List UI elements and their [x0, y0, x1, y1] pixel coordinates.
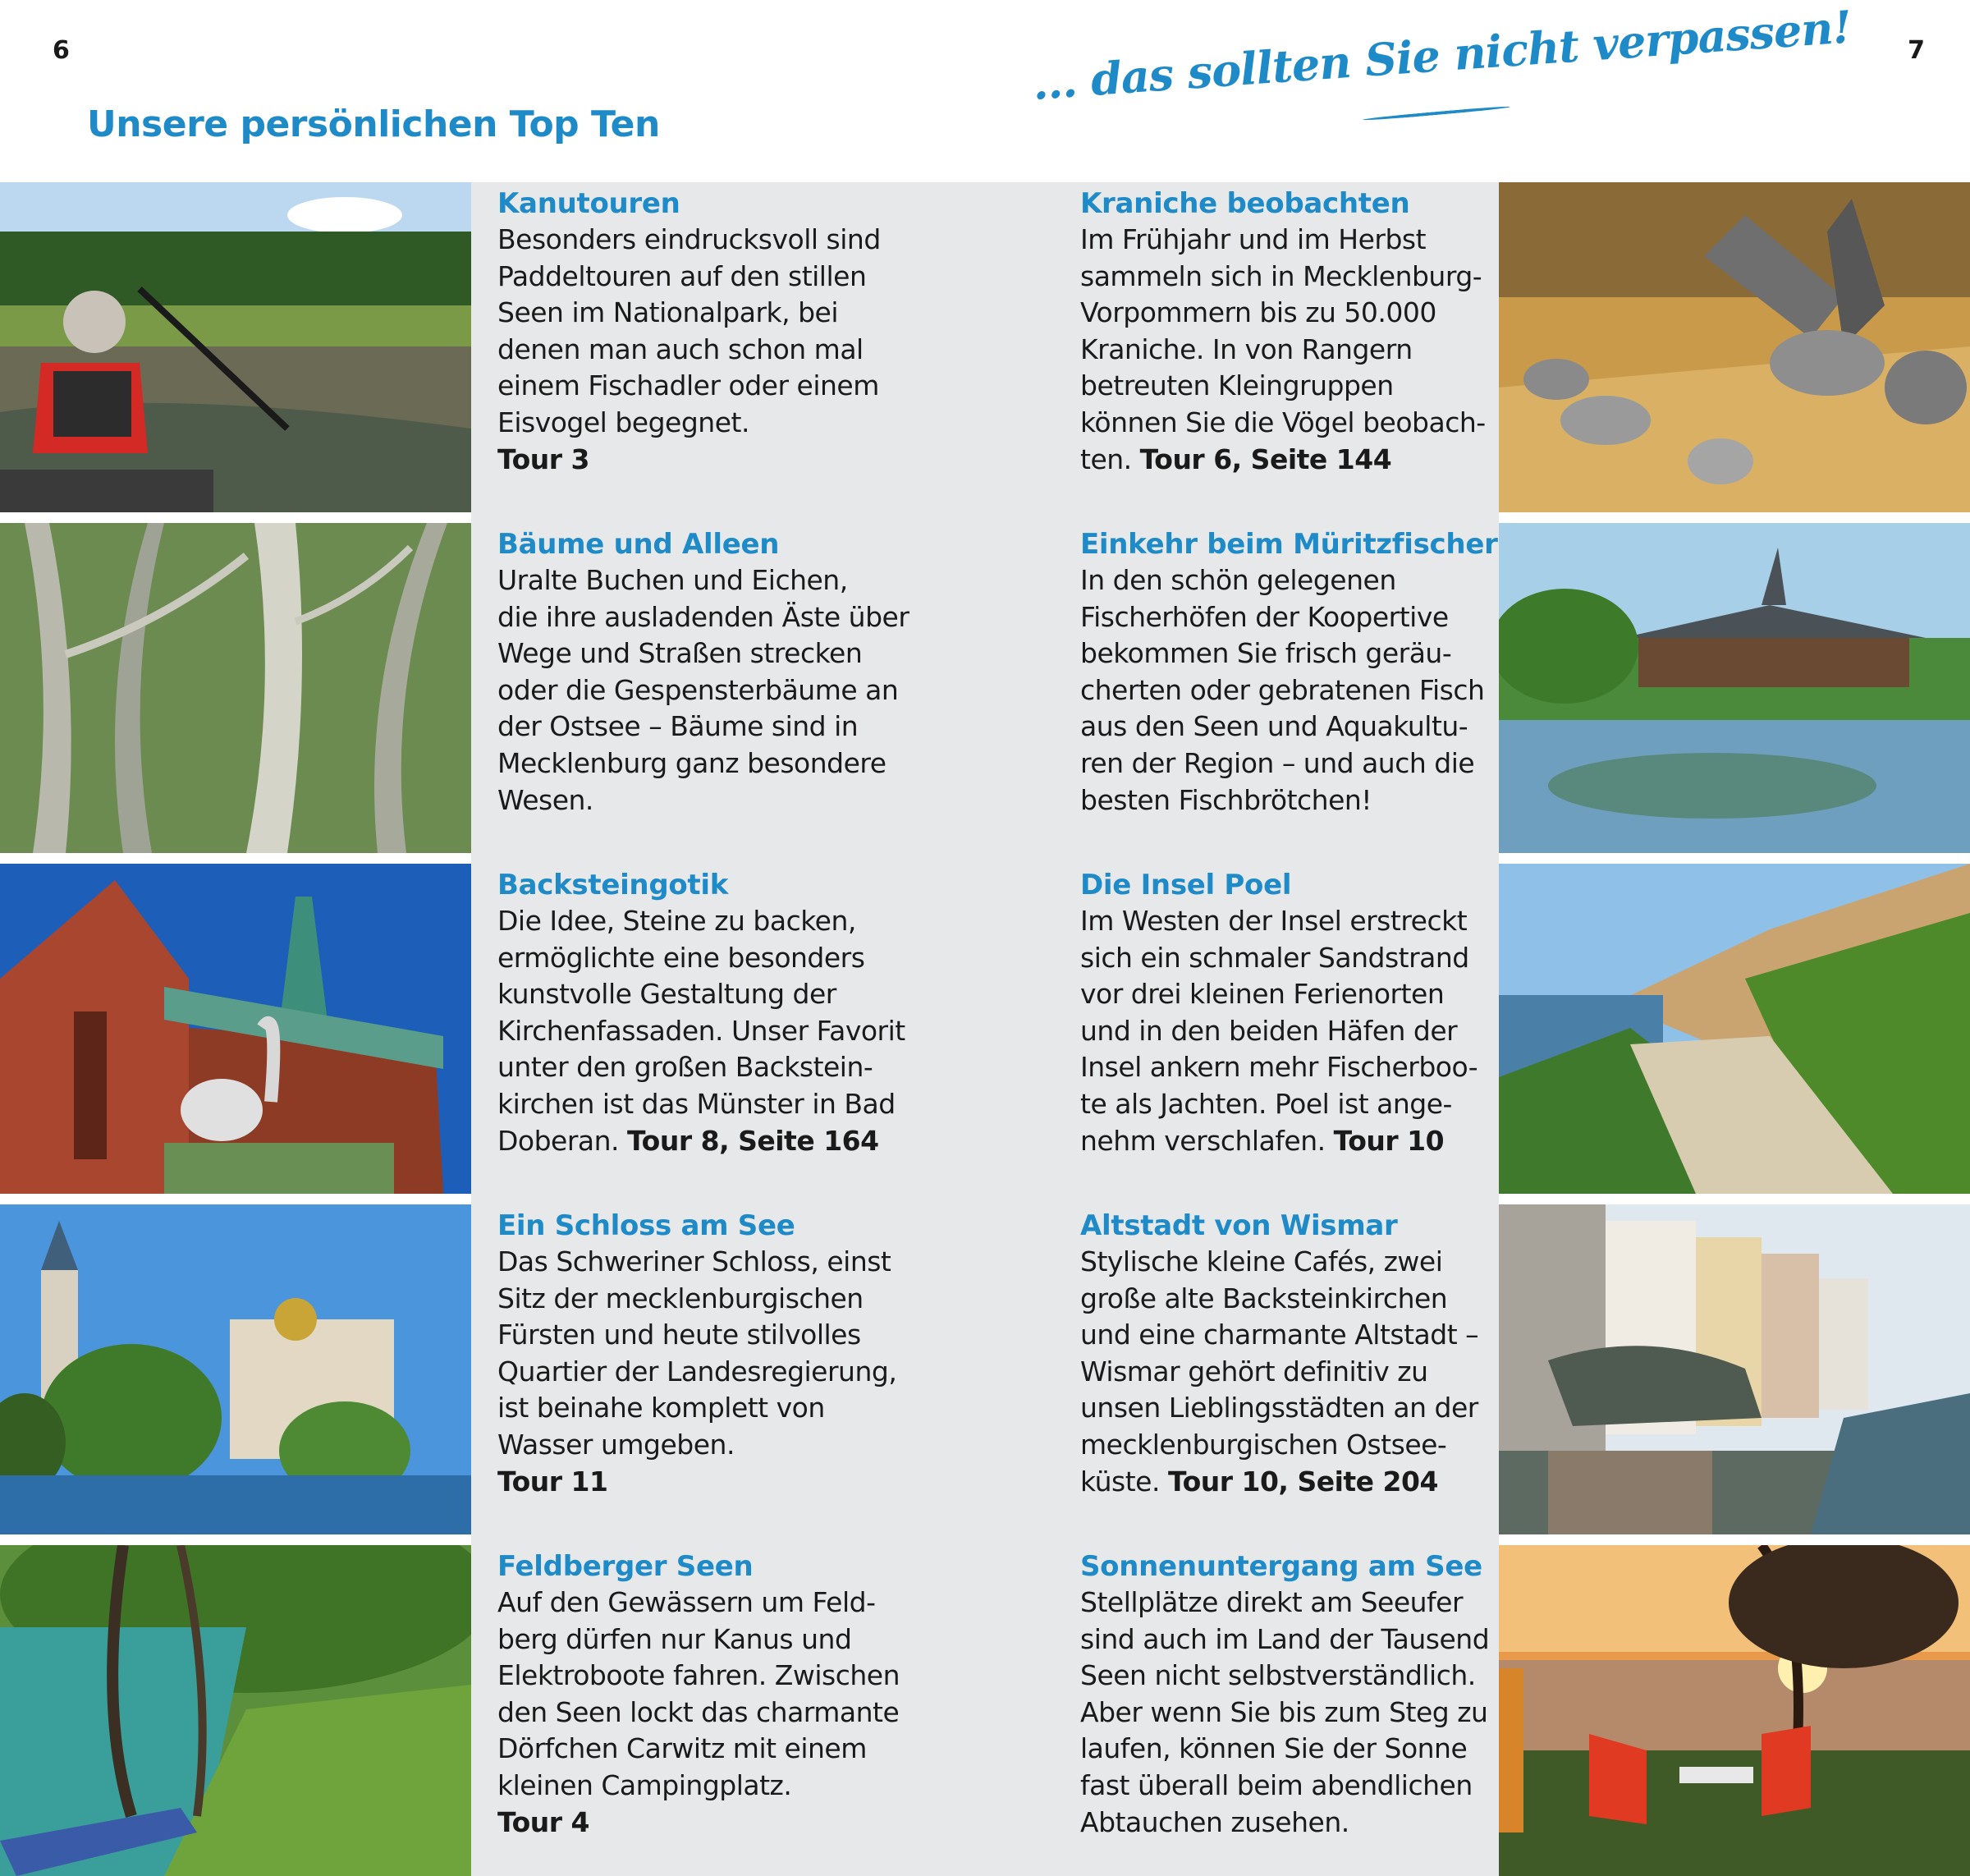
topten-item-schloss	[497, 1208, 924, 1500]
item-tour-ref: Tour 11	[497, 1465, 608, 1498]
sunset-lake-photo	[1499, 1545, 1970, 1876]
item-body: Die Idee, Steine zu backen, ermöglichte eine besonders kunstvolle Gestaltung der Kirchenfassaden. Unser Favorit unter den großen Backstein- kirchen ist das Münster in Bad Doberan.	[497, 905, 905, 1157]
item-body: Stylische kleine Cafés, zwei große alte Backsteinkirchen und eine charmante Altstadt – Wismar gehört definitiv zu unsen Lieblingsstädten an der mecklenburgischen Ostsee- küste.	[1080, 1245, 1479, 1498]
item-text	[1080, 562, 1507, 819]
item-heading: Ein Schloss am See	[497, 1209, 795, 1242]
canoe-photo	[0, 182, 471, 512]
insel-poel-photo	[1499, 864, 1970, 1194]
item-tour-ref: Tour 3	[497, 443, 590, 475]
item-text	[1080, 1244, 1507, 1500]
item-text	[1080, 1585, 1507, 1841]
topten-item-kanutouren	[497, 186, 924, 478]
item-tour-ref: Tour 10	[1333, 1124, 1445, 1157]
item-body: Auf den Gewässern um Feld- berg dürfen nur Kanus und Elektroboote fahren. Zwischen den Seen lockt das charmante Dörfchen Carwitz mit einem kleinen Campingplatz.	[497, 1586, 900, 1801]
page-title-right: ... das sollten Sie nicht verpassen!	[1030, 0, 1853, 110]
item-text	[497, 1244, 924, 1500]
topten-item-wismar	[1080, 1208, 1507, 1500]
item-heading: Feldberger Seen	[497, 1550, 754, 1583]
item-text	[497, 562, 924, 819]
item-body: Im Westen der Insel erstreckt sich ein schmaler Sandstrand vor drei kleinen Ferienorten und in den beiden Häfen der Insel ankern mehr Fischerboo- te als Jachten. Poel ist ange- nehm verschlafen.	[1080, 905, 1478, 1157]
topten-item-sonnenuntergang	[1080, 1548, 1507, 1841]
topten-item-feldberger-seen	[497, 1548, 924, 1841]
item-text	[1080, 222, 1507, 478]
page-number-left: 6	[53, 36, 70, 65]
item-body: Das Schweriner Schloss, einst Sitz der mecklenburgischen Fürsten und heute stilvolles Quartier der Landesregierung, ist beinahe komplett von Wasser umgeben.	[497, 1245, 897, 1461]
item-tour-ref: Tour 6, Seite 144	[1139, 443, 1392, 475]
item-text	[497, 1585, 924, 1841]
item-body: Stellplätze direkt am Seeufer sind auch im Land der Tausend Seen nicht selbstverständlich. Aber wenn Sie bis zum Steg zu laufen, können Sie der Sonne fast überall beim abendlichen Abtauchen zusehen.	[1080, 1586, 1490, 1838]
topten-item-baeume	[497, 526, 924, 819]
brick-gothic-church-photo	[0, 864, 471, 1194]
schwerin-castle-photo	[0, 1204, 471, 1534]
topten-item-kraniche	[1080, 186, 1507, 478]
item-heading: Kraniche beobachten	[1080, 187, 1410, 220]
page-title-left: Unsere persönlichen Top Ten	[87, 103, 660, 145]
mueritz-fisher-photo	[1499, 523, 1970, 853]
item-text	[497, 222, 924, 478]
item-tour-ref: Tour 10, Seite 204	[1167, 1465, 1438, 1498]
item-heading: Die Insel Poel	[1080, 869, 1292, 901]
title-underline	[1363, 105, 1510, 122]
topten-item-insel-poel	[1080, 867, 1507, 1159]
item-body: In den schön gelegenen Fischerhöfen der Koopertive bekommen Sie frisch geräu- cherten oder gebratenen Fisch aus den Seen und Aquakultu- ren der Region – und auch die besten Fischbrötchen!	[1080, 564, 1485, 816]
topten-item-backsteingotik	[497, 867, 924, 1159]
item-text	[1080, 903, 1507, 1159]
item-heading: Altstadt von Wismar	[1080, 1209, 1398, 1242]
item-heading: Bäume und Alleen	[497, 528, 780, 561]
topten-item-mueritzfischer	[1080, 526, 1507, 819]
page-number-right: 7	[1908, 36, 1925, 65]
item-heading: Einkehr beim Müritzfischer	[1080, 528, 1498, 561]
item-body: Uralte Buchen und Eichen, die ihre ausladenden Äste über Wege und Straßen strecken oder die Gespensterbäume an der Ostsee – Bäume sind in Mecklenburg ganz besondere Wesen.	[497, 564, 909, 816]
beech-alley-photo	[0, 523, 471, 853]
cranes-photo	[1499, 182, 1970, 512]
item-tour-ref: Tour 8, Seite 164	[627, 1124, 879, 1157]
item-body: Besonders eindrucksvoll sind Paddeltouren auf den stillen Seen im Nationalpark, bei denen man auch schon mal einem Fischadler oder einem Eisvogel begegnet.	[497, 223, 881, 438]
item-body: Im Frühjahr und im Herbst sammeln sich in Mecklenburg- Vorpommern bis zu 50.000 Kraniche. In von Rangern betreuten Kleingruppen können Sie die Vögel beobach- ten.	[1080, 223, 1486, 475]
item-heading: Kanutouren	[497, 187, 680, 220]
item-text	[497, 903, 924, 1159]
item-tour-ref: Tour 4	[497, 1805, 590, 1838]
wismar-old-town-photo	[1499, 1204, 1970, 1534]
item-heading: Sonnenuntergang am See	[1080, 1550, 1482, 1583]
item-heading: Backsteingotik	[497, 869, 729, 901]
feldberg-lakes-photo	[0, 1545, 471, 1876]
